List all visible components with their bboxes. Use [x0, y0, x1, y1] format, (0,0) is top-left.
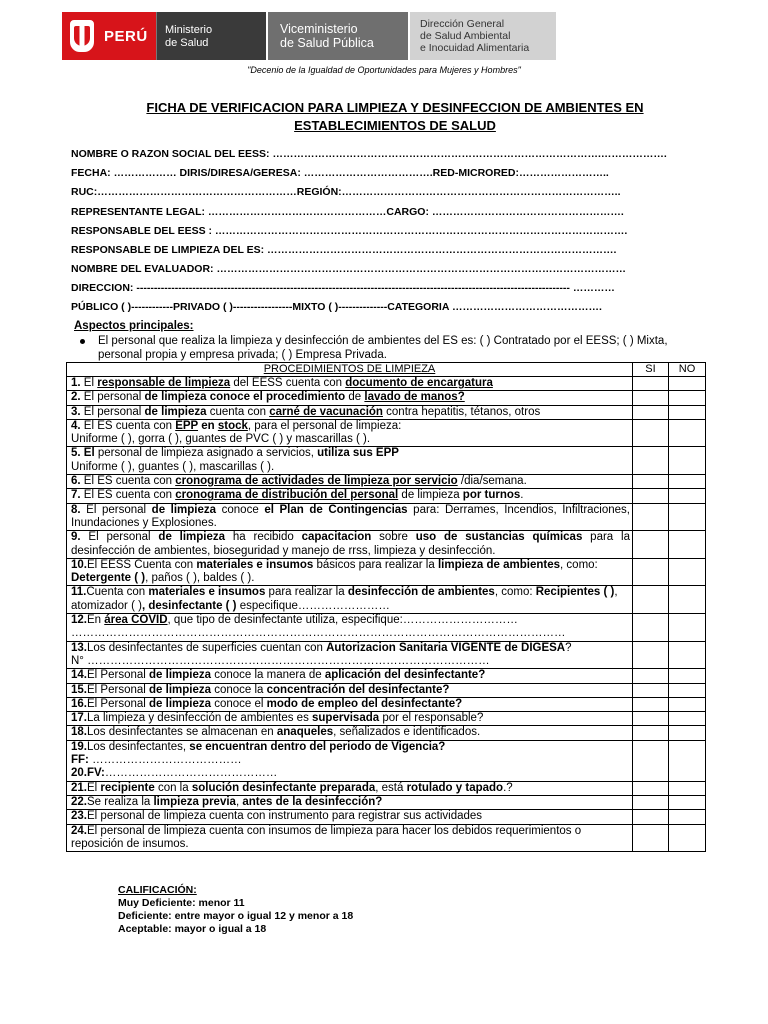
- answer-si-cell[interactable]: [633, 447, 669, 475]
- answer-no-cell[interactable]: [669, 781, 706, 795]
- dir-line-2: de Salud Ambiental: [420, 30, 511, 42]
- answer-si-cell[interactable]: [633, 377, 669, 391]
- question-text-12: 12.En área COVID, que tipo de desinfectante utiliza, especifique:………………………… …………………………………………………………………………………………………………………: [67, 614, 633, 642]
- header-procedimientos: PROCEDIMIENTOS DE LIMPIEZA: [67, 363, 633, 377]
- question-text-2: 2. El personal de limpieza conoce el procedimiento de lavado de manos?: [67, 391, 633, 405]
- answer-si-cell[interactable]: [633, 419, 669, 447]
- answer-si-cell[interactable]: [633, 683, 669, 697]
- answer-si-cell[interactable]: [633, 614, 669, 642]
- calificacion-block: [118, 884, 353, 936]
- answer-si-cell[interactable]: [633, 558, 669, 586]
- answer-no-cell[interactable]: [669, 586, 706, 614]
- answer-no-cell[interactable]: [669, 641, 706, 669]
- table-header-row: [67, 363, 706, 377]
- question-text-19: 19.Los desinfectantes, se encuentran dentro del periodo de Vigencia? FF: ………………………………… 20.FV:………………………………………: [67, 740, 633, 781]
- field-responsable-eess[interactable]: RESPONSABLE DEL EESS : ……………………………………………………………………………………………………….: [71, 225, 628, 237]
- vice-ministry-block: [268, 12, 408, 60]
- question-text-18: 18.Los desinfectantes se almacenan en anaqueles, señalizados e identificados.: [67, 726, 633, 740]
- question-text-10: 10.El EESS Cuenta con materiales e insumos básicos para realizar la limpieza de ambientes, como: Detergente ( ), paños ( ), baldes ( ).: [67, 558, 633, 586]
- question-text-14: 14.El Personal de limpieza conoce la manera de aplicación del desinfectante?: [67, 669, 633, 683]
- answer-si-cell[interactable]: [633, 726, 669, 740]
- answer-si-cell[interactable]: [633, 531, 669, 559]
- answer-no-cell[interactable]: [669, 503, 706, 531]
- table-row: [67, 475, 706, 489]
- aspects-bullet-text: El personal que realiza la limpieza y desinfección de ambientes del ES es: ( ) Contratado por el EESS; ( ) Mixta, personal propia y empresa privada; ( ) Empresa Privada.: [98, 335, 668, 361]
- table-row: [67, 503, 706, 531]
- bullet-icon: [80, 339, 85, 344]
- field-nombre-razon-social[interactable]: NOMBRE O RAZON SOCIAL DEL EESS: ………………………………………………………………………………….……………….: [71, 148, 667, 160]
- answer-si-cell[interactable]: [633, 781, 669, 795]
- answer-si-cell[interactable]: [633, 697, 669, 711]
- answer-no-cell[interactable]: [669, 405, 706, 419]
- answer-si-cell[interactable]: [633, 391, 669, 405]
- answer-no-cell[interactable]: [669, 558, 706, 586]
- table-row: [67, 447, 706, 475]
- answer-no-cell[interactable]: [669, 531, 706, 559]
- table-row: [67, 405, 706, 419]
- field-tipo-categoria[interactable]: PÚBLICO ( )------------PRIVADO ( )-----------------MIXTO ( )--------------CATEGORIA …………………………………….: [71, 301, 602, 313]
- header-banner: [62, 12, 588, 60]
- answer-si-cell[interactable]: [633, 740, 669, 781]
- question-text-23: 24.El personal de limpieza cuenta con insumos de limpieza para hacer los debidos requerimientos o reposición de insumos.: [67, 824, 633, 852]
- answer-si-cell[interactable]: [633, 810, 669, 824]
- question-text-16: 16.El Personal de limpieza conoce el modo de empleo del desinfectante?: [67, 697, 633, 711]
- answer-no-cell[interactable]: [669, 377, 706, 391]
- table-row: [67, 419, 706, 447]
- field-representante-cargo[interactable]: REPRESENTANTE LEGAL: ……………………………………………CARGO: ……………………………………………….: [71, 206, 624, 218]
- table-row: [67, 558, 706, 586]
- peru-block: [62, 12, 156, 60]
- question-text-7: 7. El ES cuenta con cronograma de distribución del personal de limpieza por turnos.: [67, 489, 633, 503]
- dir-line-1: Dirección General: [420, 18, 505, 30]
- dir-line-3: e Inocuidad Alimentaria: [420, 42, 530, 54]
- field-nombre-evaluador[interactable]: NOMBRE DEL EVALUADOR: ………………………………………………………………………………………………………: [71, 263, 626, 275]
- table-row: [67, 489, 706, 503]
- answer-si-cell[interactable]: [633, 586, 669, 614]
- question-text-17: 17.La limpieza y desinfección de ambientes es supervisada por el responsable?: [67, 712, 633, 726]
- table-row: [67, 697, 706, 711]
- table-row: [67, 810, 706, 824]
- answer-si-cell[interactable]: [633, 475, 669, 489]
- title-line-1: FICHA DE VERIFICACION PARA LIMPIEZA Y DESINFECCION DE AMBIENTES EN: [146, 100, 644, 115]
- question-text-20: 21.El recipiente con la solución desinfectante preparada, está rotulado y tapado.?: [67, 781, 633, 795]
- ministry-block: [156, 12, 266, 60]
- motto: "Decenio de la Igualdad de Oportunidades para Mujeres y Hombres": [247, 65, 521, 75]
- table-row: [67, 683, 706, 697]
- question-text-4: 4. El ES cuenta con EPP en stock, para el personal de limpieza: Uniforme ( ), gorra ( ), guantes de PVC ( ) y mascarillas ( ).: [67, 419, 633, 447]
- table-row: [67, 641, 706, 669]
- aspects-bullet: [84, 334, 704, 362]
- question-text-6: 6. El ES cuenta con cronograma de actividades de limpieza por servicio /dia/semana.: [67, 475, 633, 489]
- answer-si-cell[interactable]: [633, 712, 669, 726]
- answer-si-cell[interactable]: [633, 641, 669, 669]
- table-row: [67, 586, 706, 614]
- ministry-line-2: de Salud: [165, 37, 209, 49]
- peru-label: PERÚ: [104, 27, 148, 45]
- field-ruc-region[interactable]: RUC:…………………………………………………REGIÓN:……………………………………………………………………..: [71, 186, 621, 198]
- procedures-table: [66, 362, 706, 852]
- aspects-heading: Aspectos principales:: [74, 320, 194, 332]
- question-text-13: 13.Los desinfectantes de superficies cuentan con Autorizacion Sanitaria VIGENTE de DIGESA? N° ……………………………………………………………………………………………: [67, 641, 633, 669]
- table-row: [67, 781, 706, 795]
- answer-si-cell[interactable]: [633, 824, 669, 852]
- question-text-3: 3. El personal de limpieza cuenta con carné de vacunación contra hepatitis, tétanos, otros: [67, 405, 633, 419]
- answer-si-cell[interactable]: [633, 405, 669, 419]
- answer-no-cell[interactable]: [669, 795, 706, 809]
- answer-no-cell[interactable]: [669, 726, 706, 740]
- answer-no-cell[interactable]: [669, 489, 706, 503]
- calificacion-muy-deficiente: Muy Deficiente: menor 11: [118, 897, 245, 909]
- table-row: [67, 740, 706, 781]
- question-text-21: 22.Se realiza la limpieza previa, antes de la desinfección?: [67, 795, 633, 809]
- table-row: [67, 391, 706, 405]
- answer-no-cell[interactable]: [669, 475, 706, 489]
- answer-si-cell[interactable]: [633, 795, 669, 809]
- table-row: [67, 726, 706, 740]
- header-no: NO: [669, 363, 706, 377]
- vice-line-1: Viceministerio: [280, 22, 358, 36]
- table-row: [67, 614, 706, 642]
- answer-no-cell[interactable]: [669, 447, 706, 475]
- answer-no-cell[interactable]: [669, 669, 706, 683]
- document-title: [100, 99, 690, 135]
- title-line-2: ESTABLECIMIENTOS DE SALUD: [294, 118, 496, 133]
- answer-si-cell[interactable]: [633, 669, 669, 683]
- header-si: SI: [633, 363, 669, 377]
- answer-si-cell[interactable]: [633, 503, 669, 531]
- question-text-1: 1. El responsable de limpieza del EESS cuenta con documento de encargatura: [67, 377, 633, 391]
- answer-no-cell[interactable]: [669, 824, 706, 852]
- question-text-5: 5. El personal de limpieza asignado a servicios, utiliza sus EPP Uniforme ( ), guantes ( ), mascarillas ( ).: [67, 447, 633, 475]
- question-text-22: 23.El personal de limpieza cuenta con instrumento para registrar sus actividades: [67, 810, 633, 824]
- ministry-line-1: Ministerio: [165, 24, 213, 36]
- answer-no-cell[interactable]: [669, 419, 706, 447]
- answer-no-cell[interactable]: [669, 697, 706, 711]
- table-row: [67, 377, 706, 391]
- vice-line-2: de Salud Pública: [280, 36, 374, 50]
- table-row: [67, 669, 706, 683]
- table-row: [67, 795, 706, 809]
- direction-block: [410, 12, 556, 60]
- answer-no-cell[interactable]: [669, 683, 706, 697]
- field-fecha-diris[interactable]: FECHA: ……………… DIRIS/DIRESA/GERESA: ……………………………….RED-MICRORED:……………………..: [71, 167, 609, 179]
- question-text-8: 8. El personal de limpieza conoce el Plan de Contingencias para: Derrames, Incendios, Infiltraciones, Inundaciones y Explosiones.: [67, 503, 633, 531]
- calificacion-aceptable: Aceptable: mayor o igual a 18: [118, 923, 267, 935]
- calificacion-deficiente: Deficiente: entre mayor o igual 12 y menor a 18: [118, 910, 354, 922]
- answer-no-cell[interactable]: [669, 712, 706, 726]
- answer-no-cell[interactable]: [669, 810, 706, 824]
- answer-no-cell[interactable]: [669, 391, 706, 405]
- question-text-15: 15.El Personal de limpieza conoce la concentración del desinfectante?: [67, 683, 633, 697]
- answer-no-cell[interactable]: [669, 740, 706, 781]
- question-text-9: 9. El personal de limpieza ha recibido capacitacion sobre uso de sustancias químicas para la desinfección de ambientes, bioseguridad y manejo de rrss, limpieza y desinfección.: [67, 531, 633, 559]
- procedures-table-body: [67, 377, 706, 852]
- field-responsable-limpieza[interactable]: RESPONSABLE DE LIMPIEZA DEL ES: ……………………………………………………………………………………….: [71, 244, 617, 256]
- answer-si-cell[interactable]: [633, 489, 669, 503]
- answer-no-cell[interactable]: [669, 614, 706, 642]
- table-row: [67, 712, 706, 726]
- calificacion-heading: CALIFICACIÓN:: [118, 884, 197, 896]
- field-direccion[interactable]: DIRECCION: ---------------------------------------------------------------------------------------------------------------------------- …………: [71, 282, 615, 294]
- table-row: [67, 824, 706, 852]
- question-text-11: 11.Cuenta con materiales e insumos para realizar la desinfección de ambientes, como: Recipientes ( ), atomizador ( ), desinfectante ( ) especifique……………………: [67, 586, 633, 614]
- table-row: [67, 531, 706, 559]
- coat-of-arms-icon: [68, 18, 96, 54]
